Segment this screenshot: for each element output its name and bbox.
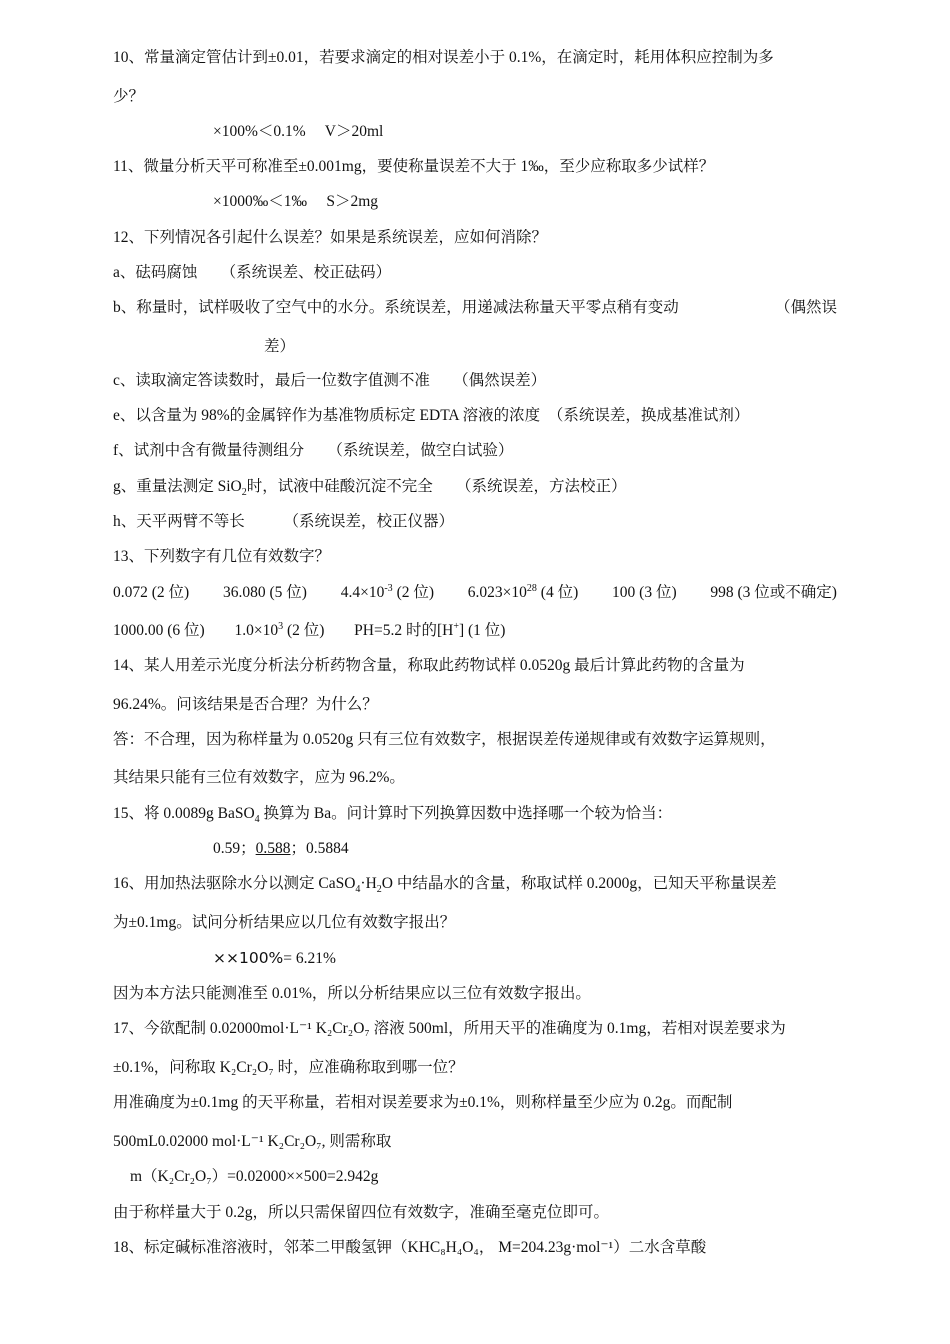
text: 13、下列数字有几位有效数字？ bbox=[113, 548, 331, 565]
question-17-line-2 bbox=[113, 1058, 464, 1078]
item-c bbox=[113, 371, 546, 391]
text: 因为本方法只能测准至 0.01%，所以分析结果应以三位有效数字报出。 bbox=[113, 985, 591, 1002]
text: 11、微量分析天平可称准至±0.001mg，要使称量误差不大于 1‰，至少应称取多少试样？ bbox=[113, 158, 715, 175]
question-12 bbox=[113, 228, 547, 248]
question-16-line-2 bbox=[113, 913, 455, 933]
text: f、试剂中含有微量待测组分 （系统误差，做空白试验） bbox=[113, 442, 514, 459]
answer: 100 (3 位) bbox=[612, 584, 677, 601]
answer-17-line-2 bbox=[113, 1132, 391, 1152]
item-b-continuation bbox=[264, 337, 295, 357]
question-15 bbox=[113, 804, 672, 824]
text: g、重量法测定 SiO bbox=[113, 478, 242, 495]
formula-text: ×1000‰＜1‰ S＞2mg bbox=[213, 193, 379, 210]
item-b bbox=[113, 298, 837, 318]
text: 16、用加热法驱除水分以测定 CaSO bbox=[113, 875, 356, 892]
text: 6.023×10 bbox=[467, 584, 527, 601]
answer-17-conclusion bbox=[113, 1203, 609, 1223]
question-10-line-1 bbox=[113, 48, 837, 68]
text-tail: （偶然误 bbox=[774, 299, 837, 316]
item-g bbox=[113, 477, 627, 497]
text: a、砝码腐蚀 （系统误差、校正砝码） bbox=[113, 264, 392, 281]
text: (2 位) bbox=[283, 622, 325, 639]
text: 差） bbox=[264, 338, 296, 355]
text: 换算为 Ba。问计算时下列换算因数中选择哪一个较为恰当： bbox=[259, 805, 673, 822]
text: 15、将 0.0089g BaSO bbox=[113, 805, 255, 822]
text: O 中结晶水的含量，称取试样 0.2000g，已知天平称量误差 bbox=[381, 875, 777, 892]
question-11-formula bbox=[213, 192, 378, 212]
text: e、以含量为 98%的金属锌作为基准物质标定 EDTA 溶液的浓度 （系统误差，换成基准试剂） bbox=[113, 407, 750, 424]
answer-17-line-1 bbox=[113, 1093, 837, 1113]
superscript: + bbox=[453, 620, 459, 632]
text bbox=[113, 874, 777, 894]
text: 12、下列情况各引起什么误差？如果是系统误差，应如何消除？ bbox=[113, 229, 548, 246]
text: ±0.1%，问称取 K₂Cr₂O₇ 时，应准确称取到哪一位？ bbox=[113, 1059, 464, 1076]
question-10-formula bbox=[213, 122, 383, 142]
text: 为±0.1mg。试问分析结果应以几位有效数字报出？ bbox=[113, 914, 456, 931]
answer: 0.072 (2 位) bbox=[113, 584, 190, 601]
answer-16 bbox=[113, 984, 591, 1004]
text: (2 位) bbox=[392, 584, 435, 601]
text: ] (1 位) bbox=[458, 622, 506, 639]
formula-result: = 6.21% bbox=[283, 950, 336, 967]
item-e bbox=[113, 406, 749, 426]
question-14-line-2 bbox=[113, 695, 378, 715]
formula-text: m（K₂Cr₂O₇）=0.02000××500=2.942g bbox=[130, 1168, 379, 1185]
question-15-options bbox=[213, 839, 349, 859]
text: 1.0×10 bbox=[234, 622, 279, 639]
text: h、天平两臂不等长 （系统误差，校正仪器） bbox=[113, 513, 455, 530]
question-17-line-1 bbox=[113, 1019, 837, 1039]
question-14-line-1 bbox=[113, 656, 837, 676]
answer bbox=[354, 622, 505, 639]
answer-14-line-1 bbox=[113, 730, 837, 750]
answer: 1000.00 (6 位) bbox=[113, 622, 205, 639]
text: 时，试液中硅酸沉淀不完全 （系统误差，方法校正） bbox=[246, 478, 627, 495]
answer bbox=[341, 583, 434, 603]
superscript: 28 bbox=[526, 582, 537, 594]
question-13-answers-row-2 bbox=[113, 621, 505, 641]
subscript: 4 bbox=[355, 884, 361, 896]
text: 少？ bbox=[113, 88, 145, 105]
text: c、读取滴定答读数时，最后一位数字值测不准 （偶然误差） bbox=[113, 372, 547, 389]
answer bbox=[234, 622, 324, 639]
answer-14-line-2 bbox=[113, 768, 405, 788]
text: 14、某人用差示光度分析法分析药物含量，称取此药物试样 0.0520g 最后计算此药物的含量为 bbox=[113, 657, 745, 674]
question-16-line-1 bbox=[113, 874, 837, 894]
text: 4.4×10 bbox=[340, 584, 385, 601]
answer bbox=[468, 583, 578, 603]
text: 10、常量滴定管估计到±0.01，若要求滴定的相对误差小于 0.1%，在滴定时，耗用体积应控制为多 bbox=[113, 49, 774, 66]
question-10-line-2 bbox=[113, 87, 144, 107]
question-18-line-1 bbox=[113, 1238, 837, 1258]
answer: 998 (3 位或不确定) bbox=[710, 584, 837, 601]
question-11 bbox=[113, 157, 714, 177]
text: b、称量时，试样吸收了空气中的水分。系统误差，用递减法称量天平零点稍有变动 bbox=[113, 299, 679, 316]
item-a bbox=[113, 263, 391, 283]
subscript: 2 bbox=[376, 884, 382, 896]
question-13-answers-row-1 bbox=[113, 583, 837, 603]
item-f bbox=[113, 441, 513, 461]
text: 18、标定碱标准溶液时，邻苯二甲酸氢钾（KHC₈H₄O₄， M=204.23g·mol⁻¹）二水含草酸 bbox=[113, 1239, 707, 1256]
option: 0.59； bbox=[213, 840, 256, 857]
question-13 bbox=[113, 547, 330, 567]
subscript: 2 bbox=[241, 487, 247, 499]
text: PH=5.2 时的[H bbox=[354, 622, 454, 639]
text: 96.24%。问该结果是否合理？为什么？ bbox=[113, 696, 378, 713]
text: (4 位) bbox=[536, 584, 579, 601]
option: ；0.5884 bbox=[290, 840, 349, 857]
formula-text: ×100%＜0.1% V＞20ml bbox=[213, 123, 384, 140]
formula-symbols: ××100% bbox=[213, 949, 284, 967]
answer-17-formula bbox=[130, 1167, 378, 1187]
text: 用准确度为±0.1mg 的天平称量，若相对误差要求为±0.1%，则称样量至少应为 0.2g。而配制 bbox=[113, 1094, 733, 1111]
superscript: 3 bbox=[278, 620, 284, 632]
text: 由于称样量大于 0.2g，所以只需保留四位有效数字，准确至毫克位即可。 bbox=[113, 1204, 610, 1221]
text: 其结果只能有三位有效数字，应为 96.2%。 bbox=[113, 769, 405, 786]
superscript: -3 bbox=[384, 582, 393, 594]
text: 17、今欲配制 0.02000mol·L⁻¹ K₂Cr₂O₇ 溶液 500ml，所用天平的准确度为 0.1mg，若相对误差要求为 bbox=[113, 1020, 786, 1037]
question-16-formula bbox=[213, 948, 336, 969]
text: 答：不合理，因为称样量为 0.0520g 只有三位有效数字，根据误差传递规律或有效数字运算规则， bbox=[113, 731, 776, 748]
answer: 36.080 (5 位) bbox=[222, 584, 307, 601]
item-h bbox=[113, 512, 454, 532]
text: ·H bbox=[360, 875, 377, 892]
option-selected: 0.588 bbox=[255, 840, 291, 857]
text: 500mL0.02000 mol·L⁻¹ K₂Cr₂O₇, 则需称取 bbox=[113, 1133, 392, 1150]
subscript: 4 bbox=[254, 814, 260, 826]
